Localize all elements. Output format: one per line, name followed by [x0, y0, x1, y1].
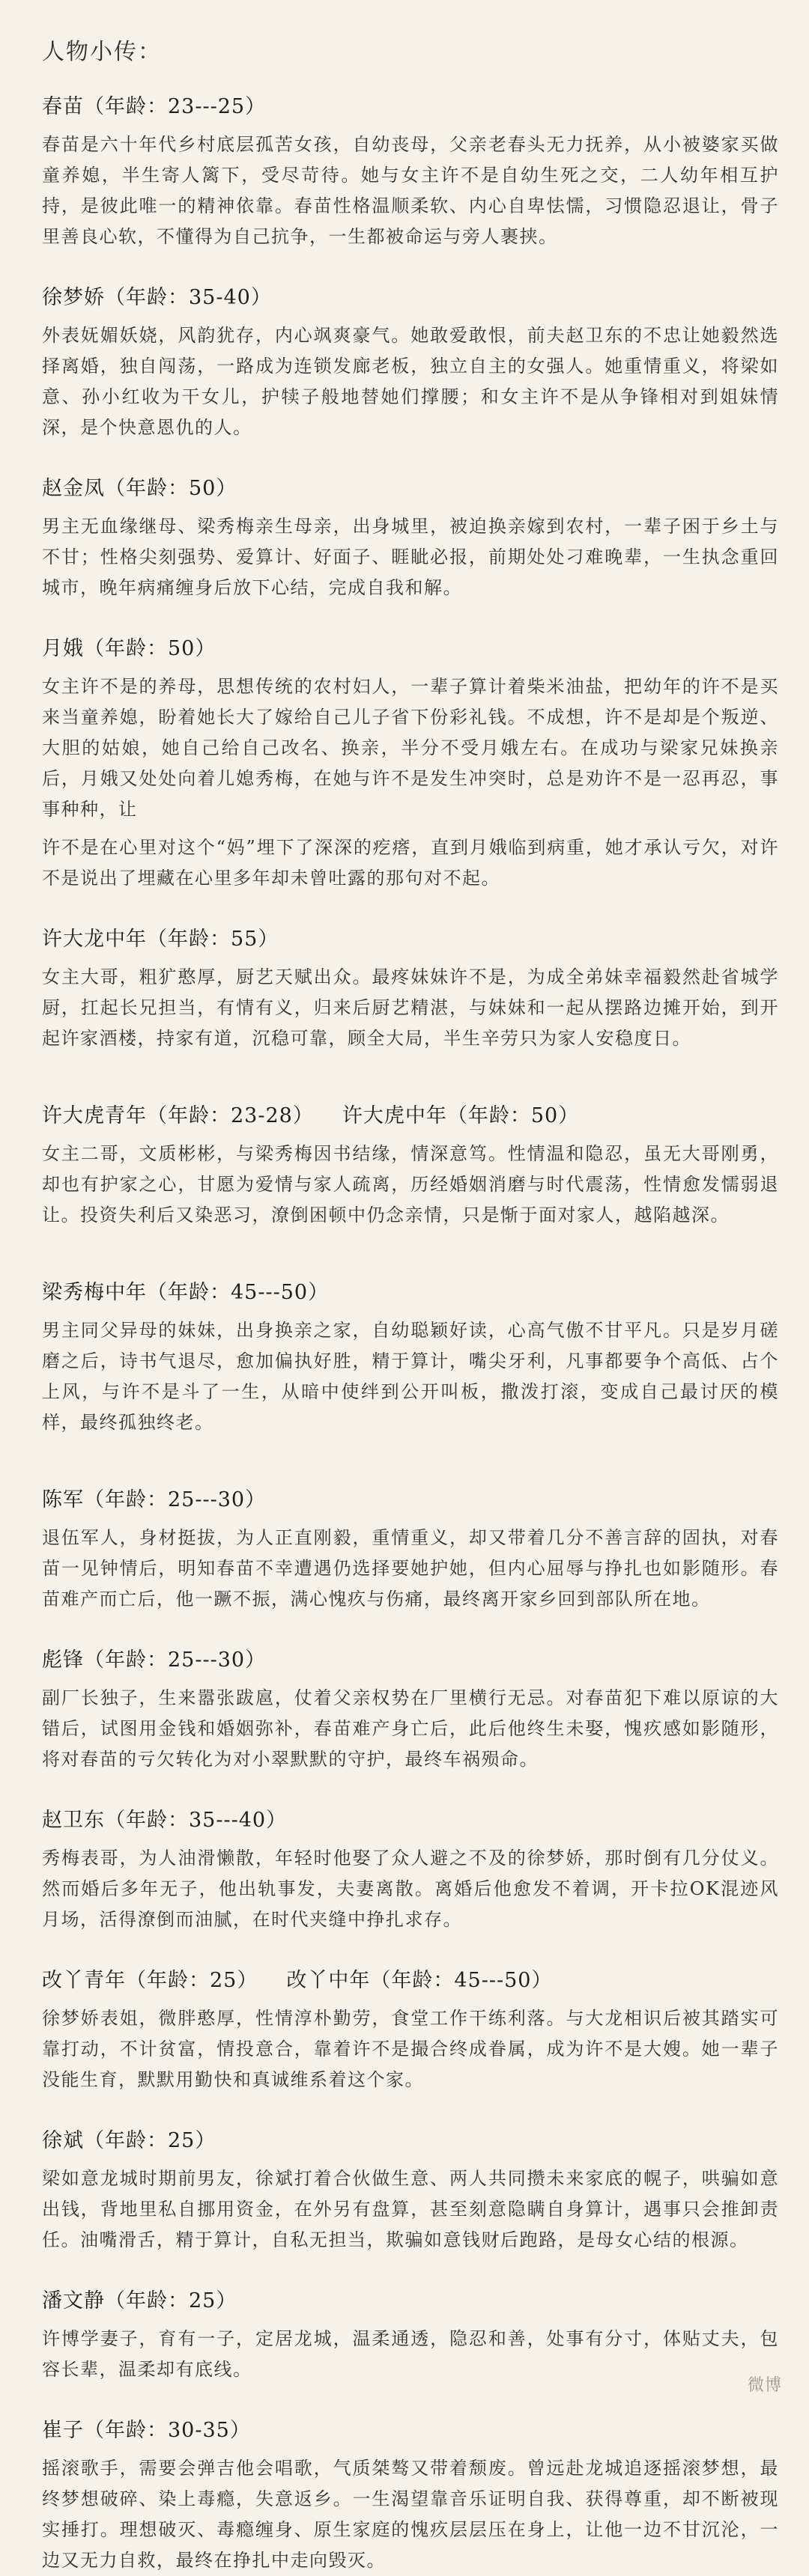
character-entry — [42, 1483, 779, 1615]
character-age: （年龄：55） — [147, 928, 279, 951]
character-entry — [42, 922, 779, 1054]
bio-paragraph: 女主二哥，文质彬彬，与梁秀梅因书结缘，情深意笃。性情温和隐忍，虽无大哥刚勇，却也有护家之心，甘愿为爱情与家人疏离，历经婚姻消磨与时代震荡，性情愈发懦弱退让。投资失利后又染恶习，潦倒困顿中仍念亲情，只是惭于面对家人，越陷越深。 — [42, 1143, 779, 1225]
character-entry — [42, 2284, 779, 2385]
character-heading — [42, 2414, 779, 2443]
character-age: （年龄：45---50） — [147, 1281, 330, 1304]
character-name-alt: 改丫中年 — [286, 1969, 371, 1992]
character-entry — [42, 1276, 779, 1438]
character-heading — [42, 2124, 779, 2153]
character-entry — [42, 90, 779, 252]
page-title: 人物小传： — [42, 39, 162, 65]
watermark: 微博 — [747, 2376, 782, 2395]
character-entry — [42, 2124, 779, 2256]
character-age-alt: （年龄：45---50） — [370, 1969, 553, 1992]
character-name: 潘文静 — [42, 2289, 105, 2312]
bio-paragraph: 副厂长独子，生来嚣张跋扈，仗着父亲权势在厂里横行无忌。对春苗犯下难以原谅的大错后，试图用金钱和婚姻弥补，春苗难产身亡后，此后他终生未娶，愧疚感如影随形，将对春苗的亏欠转化为对小翠默默的守护，最终车祸殒命。 — [42, 1687, 779, 1770]
character-name: 徐梦娇 — [42, 286, 105, 309]
character-bio — [42, 2453, 779, 2576]
character-age: （年龄：50） — [84, 637, 216, 660]
character-bio — [42, 1139, 779, 1231]
character-name: 陈军 — [42, 1488, 84, 1511]
character-name: 彪锋 — [42, 1648, 84, 1672]
character-heading — [42, 1276, 779, 1305]
character-bio — [42, 2003, 779, 2095]
character-list — [42, 90, 779, 2576]
character-age: （年龄：23---25） — [84, 95, 267, 118]
bio-paragraph: 许博学妻子，育有一子，定居龙城，温柔通透，隐忍和善，处事有分寸，体贴丈夫，包容长辈，温柔却有底线。 — [42, 2328, 779, 2380]
bio-paragraph: 外表妩媚妖娆，风韵犹存，内心飒爽豪气。她敢爱敢恨，前夫赵卫东的不忠让她毅然选择离婚，独自闯荡，一路成为连锁发廊老板，独立自主的女强人。她重情重义，将梁如意、孙小红收为干女儿，护犊子般地替她们撑腰；和女主许不是从争锋相对到姐妹情深，是个快意恩仇的人。 — [42, 325, 779, 438]
character-heading — [42, 922, 779, 951]
character-name: 崔子 — [42, 2419, 84, 2442]
character-age: （年龄：50） — [105, 477, 237, 500]
character-age: （年龄：25---30） — [84, 1488, 267, 1511]
character-age: （年龄：35-40） — [105, 286, 272, 309]
character-age-alt: （年龄：50） — [446, 1104, 580, 1127]
character-bio — [42, 1683, 779, 1775]
character-age: （年龄：25） — [126, 1969, 258, 1992]
character-name: 许大虎青年 — [42, 1104, 147, 1127]
character-heading — [42, 281, 779, 310]
character-bio — [42, 130, 779, 252]
character-name-alt: 许大虎中年 — [342, 1104, 447, 1127]
bio-paragraph: 男主无血缘继母、梁秀梅亲生母亲，出身城里，被迫换亲嫁到农村，一辈子困于乡土与不甘；性格尖刻强势、爱算计、好面子、睚眦必报，前期处处刁难晚辈，一生执念重回城市，晚年病痛缠身后放下心结，完成自我和解。 — [42, 516, 779, 598]
bio-paragraph: 秀梅表哥，为人油滑懒散，年轻时他娶了众人避之不及的徐梦娇，那时倒有几分仗义。然而婚后多年无子，他出轨事发，夫妻离散。离婚后他愈发不着调，开卡拉OK混迹风月场，活得潦倒而油腻，在时代夹缝中挣扎求存。 — [42, 1848, 779, 1930]
character-entry — [42, 281, 779, 443]
character-age: （年龄：30-35） — [84, 2419, 251, 2442]
character-entry — [42, 632, 779, 894]
character-bio — [42, 1523, 779, 1615]
character-heading — [42, 1964, 779, 1993]
character-entry — [42, 1964, 779, 2095]
character-entry — [42, 1803, 779, 1935]
character-name: 赵卫东 — [42, 1809, 105, 1832]
character-entry — [42, 1643, 779, 1775]
character-name: 梁秀梅中年 — [42, 1281, 147, 1304]
character-bio — [42, 1315, 779, 1438]
character-name: 许大龙中年 — [42, 928, 147, 951]
character-heading — [42, 1483, 779, 1512]
character-bio — [42, 1843, 779, 1935]
character-name: 改丫青年 — [42, 1969, 126, 1992]
character-heading — [42, 2284, 779, 2313]
bio-paragraph: 男主同父异母的妹妹，出身换亲之家，自幼聪颖好读，心高气傲不甘平凡。只是岁月磋磨之后，诗书气退尽，愈加偏执好胜，精于算计，嘴尖牙利，凡事都要争个高低、占个上风，与许不是斗了一生，从暗中使绊到公开叫板，撒泼打滚，变成自己最讨厌的模样，最终孤独终老。 — [42, 1320, 779, 1433]
character-age: （年龄：35---40） — [105, 1809, 288, 1832]
character-age: （年龄：25） — [105, 2289, 237, 2312]
bio-paragraph: 春苗是六十年代乡村底层孤苦女孩，自幼丧母，父亲老春头无力抚养，从小被婆家买做童养媳，半生寄人篱下，受尽苛待。她与女主许不是自幼生死之交，二人幼年相互护持，是彼此唯一的精神依靠。春苗性格温顺柔软、内心自卑怯懦，习惯隐忍退让，骨子里善良心软，不懂得为自己抗争，一生都被命运与旁人裹挟。 — [42, 134, 779, 247]
character-heading — [42, 90, 779, 119]
character-age: （年龄：25---30） — [84, 1648, 267, 1672]
character-bio — [42, 511, 779, 603]
bio-paragraph: 女主许不是的养母，思想传统的农村妇人，一辈子算计着柴米油盐，把幼年的许不是买来当童养媳，盼着她长大了嫁给自己儿子省下份彩礼钱。不成想，许不是却是个叛逆、大胆的姑娘，她自己给自己改名、换亲，半分不受月娥左右。在成功与梁家兄妹换亲后，月娥又处处向着儿媳秀梅，在她与许不是发生冲突时，总是劝许不是一忍再忍，事事种种，让 — [42, 676, 779, 820]
bio-paragraph: 梁如意龙城时期前男友，徐斌打着合伙做生意、两人共同攒未来家底的幌子，哄骗如意出钱，背地里私自挪用资金，在外另有盘算，甚至刻意隐瞒自身算计，遇事只会推卸责任。油嘴滑舌，精于算计，自私无担当，欺骗如意钱财后跑路，是母女心结的根源。 — [42, 2168, 779, 2250]
character-entry — [42, 1099, 779, 1231]
character-heading — [42, 1643, 779, 1672]
character-heading — [42, 472, 779, 501]
character-bio — [42, 672, 779, 894]
character-heading — [42, 1803, 779, 1833]
character-age: （年龄：23-28） — [147, 1104, 314, 1127]
character-heading — [42, 1099, 779, 1128]
character-name: 赵金凤 — [42, 477, 105, 500]
character-name: 春苗 — [42, 95, 84, 118]
character-bio — [42, 2324, 779, 2385]
bio-paragraph: 摇滚歌手，需要会弹吉他会唱歌，气质桀骜又带着颓废。曾远赴龙城追逐摇滚梦想，最终梦想破碎、染上毒瘾，失意返乡。一生渴望靠音乐证明自我、获得尊重，却不断被现实捶打。理想破灭、毒瘾缠身、原生家庭的愧疚层层压在身上，让他一边不甘沉沦，一边又无力自救，最终在挣扎中走向毁灭。 — [42, 2458, 779, 2571]
bio-paragraph: 徐梦娇表姐，微胖憨厚，性情淳朴勤劳，食堂工作干练利落。与大龙相识后被其踏实可靠打动，不计贫富，情投意合，靠着许不是撮合终成眷属，成为许不是大嫂。她一辈子没能生育，默默用勤快和真诚维系着这个家。 — [42, 2008, 779, 2090]
bio-paragraph: 许不是在心里对这个“妈”埋下了深深的疙瘩，直到月娥临到病重，她才承认亏欠，对许不是说出了埋藏在心里多年却未曾吐露的那句对不起。 — [42, 837, 779, 889]
character-heading — [42, 632, 779, 661]
character-name: 徐斌 — [42, 2129, 84, 2152]
character-age: （年龄：25） — [84, 2129, 216, 2152]
character-name: 月娥 — [42, 637, 84, 660]
character-bio — [42, 2164, 779, 2256]
character-bio — [42, 962, 779, 1054]
bio-paragraph: 女主大哥，粗犷憨厚，厨艺天赋出众。最疼妹妹许不是，为成全弟妹幸福毅然赴省城学厨，扛起长兄担当，有情有义，归来后厨艺精湛，与妹妹和一起从摆路边摊开始，到开起许家酒楼，持家有道，沉稳可靠，顾全大局，半生辛劳只为家人安稳度日。 — [42, 966, 779, 1049]
character-entry — [42, 2414, 779, 2576]
bio-paragraph: 退伍军人，身材挺拔，为人正直刚毅，重情重义，却又带着几分不善言辞的固执，对春苗一见钟情后，明知春苗不幸遭遇仍选择要她护她，但内心屈辱与挣扎也如影随形。春苗难产而亡后，他一蹶不振，满心愧疚与伤痛，最终离开家乡回到部队所在地。 — [42, 1527, 779, 1610]
character-bio — [42, 320, 779, 443]
character-entry — [42, 472, 779, 603]
